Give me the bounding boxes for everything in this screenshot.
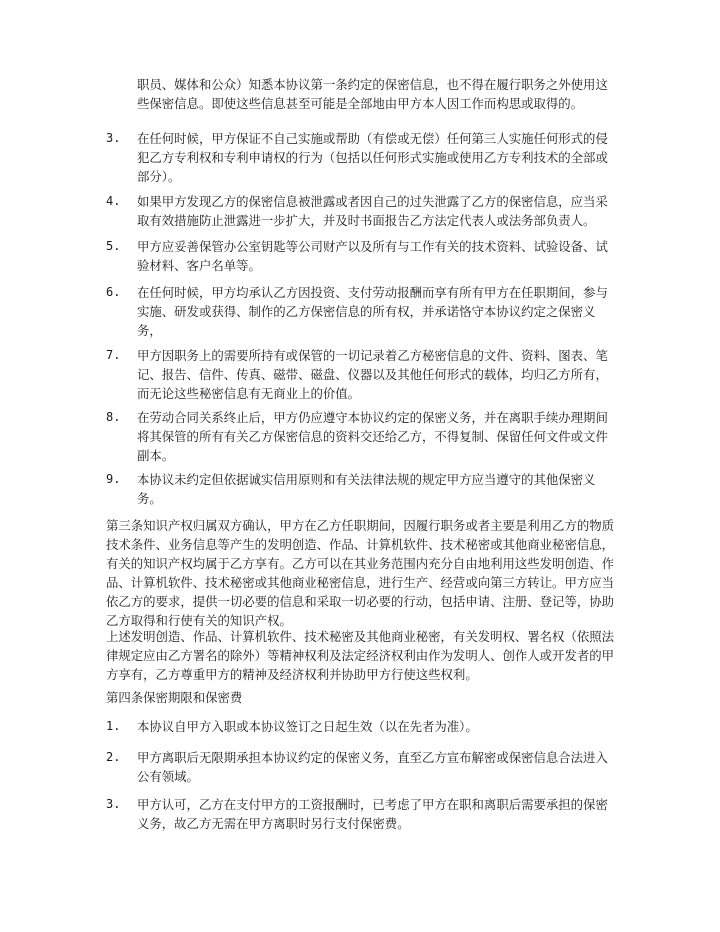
item-text: 在任何时候，甲方保证不自己实施或帮助（有偿或无偿）任何第三人实施任何形式的侵犯乙方专利权和专利申请权的行为（包括以任何形式实施或使用乙方专利技术的全部或部分）。 [137,131,608,184]
article-3-paragraph-2: 上述发明创造、作品、计算机软件、技术秘密及其他商业秘密，有关发明权、署名权（依照法律规定应由乙方署名的除外）等精神权利及法定经济权利由作为发明人、创作人或开发者的甲方享有，乙方尊重甲方的精神及经济权利并协助甲方行使这些权利。 [106,629,615,682]
obligation-item-7 [106,346,626,403]
term-item-1 [106,717,626,736]
item-number: 3. [106,131,121,145]
item-text: 甲方离职后无限期承担本协议约定的保密义务，直至乙方宣布解密或保密信息合法进入公有领域。 [137,750,608,784]
obligation-item-3 [106,129,626,186]
obligation-item-6 [106,283,626,340]
item-number: 8. [106,410,121,424]
continuation-paragraph: 职员、媒体和公众）知悉本协议第一条约定的保密信息，也不得在履行职务之外使用这些保密信息。即使这些信息甚至可能是全部地由甲方本人因工作而构思或取得的。 [137,77,608,111]
item-number: 4. [106,194,121,208]
term-item-2 [106,748,626,786]
item-number: 7. [106,348,121,362]
item-number: 5. [106,239,121,253]
item-number: 1. [106,719,121,733]
item-text: 本协议未约定但依据诚实信用原则和有关法律法规的规定甲方应当遵守的其他保密义务。 [137,472,596,506]
item-text: 在任何时候，甲方均承认乙方因投资、支付劳动报酬而享有所有甲方在任职期间，参与实施、研发或获得、制作的乙方保密信息的所有权，并承诺恪守本协议约定之保密义务， [137,285,608,338]
item-number: 9. [106,472,121,486]
item-text: 甲方应妥善保管办公室钥匙等公司财产以及所有与工作有关的技术资料、试验设备、试验材料、客户名单等。 [137,239,608,273]
item-number: 3. [106,797,121,811]
obligation-item-8 [106,408,626,465]
article-3-paragraph-1: 第三条知识产权归属双方确认，甲方在乙方任职期间，因履行职务或者主要是利用乙方的物质技术条件、业务信息等产生的发明创造、作品、计算机软件、技术秘密或其他商业秘密信息，有关的知识产权均属于乙方享有。乙方可以在其业务范围内充分自由地利用这些发明创造、作品、计算机软件、技术秘密或其他商业秘密信息，进行生产、经营或向第三方转让。甲方应当依乙方的要求，提供一切必要的信息和采取一切必要的行动，包括申请、注册、登记等，协助乙方取得和行使有关的知识产权。 [106,518,615,628]
item-text: 在劳动合同关系终止后，甲方仍应遵守本协议约定的保密义务，并在离职手续办理期间将其保管的所有有关乙方保密信息的资料交还给乙方，不得复制、保留任何文件或文件副本。 [137,410,608,463]
term-item-3 [106,795,626,833]
obligation-item-9 [106,470,626,508]
obligation-item-4 [106,192,626,230]
obligation-item-5 [106,237,626,275]
item-text: 甲方认可，乙方在支付甲方的工资报酬时，已考虑了甲方在职和离职后需要承担的保密义务，故乙方无需在甲方离职时另行支付保密费。 [137,797,608,831]
item-text: 本协议自甲方入职或本协议签订之日起生效（以在先者为准）。 [137,719,478,734]
item-number: 2. [106,750,121,764]
item-text: 如果甲方发现乙方的保密信息被泄露或者因自己的过失泄露了乙方的保密信息，应当采取有效措施防止泄露进一步扩大，并及时书面报告乙方法定代表人或法务部负责人。 [137,194,608,228]
article-4-heading: 第四条保密期限和保密费 [106,690,243,705]
item-number: 6. [106,285,121,299]
item-text: 甲方因职务上的需要所持有或保管的一切记录着乙方秘密信息的文件、资料、图表、笔记、报告、信件、传真、磁带、磁盘、仪器以及其他任何形式的载体，均归乙方所有，而无论这些秘密信息有无商业上的价值。 [137,348,608,401]
